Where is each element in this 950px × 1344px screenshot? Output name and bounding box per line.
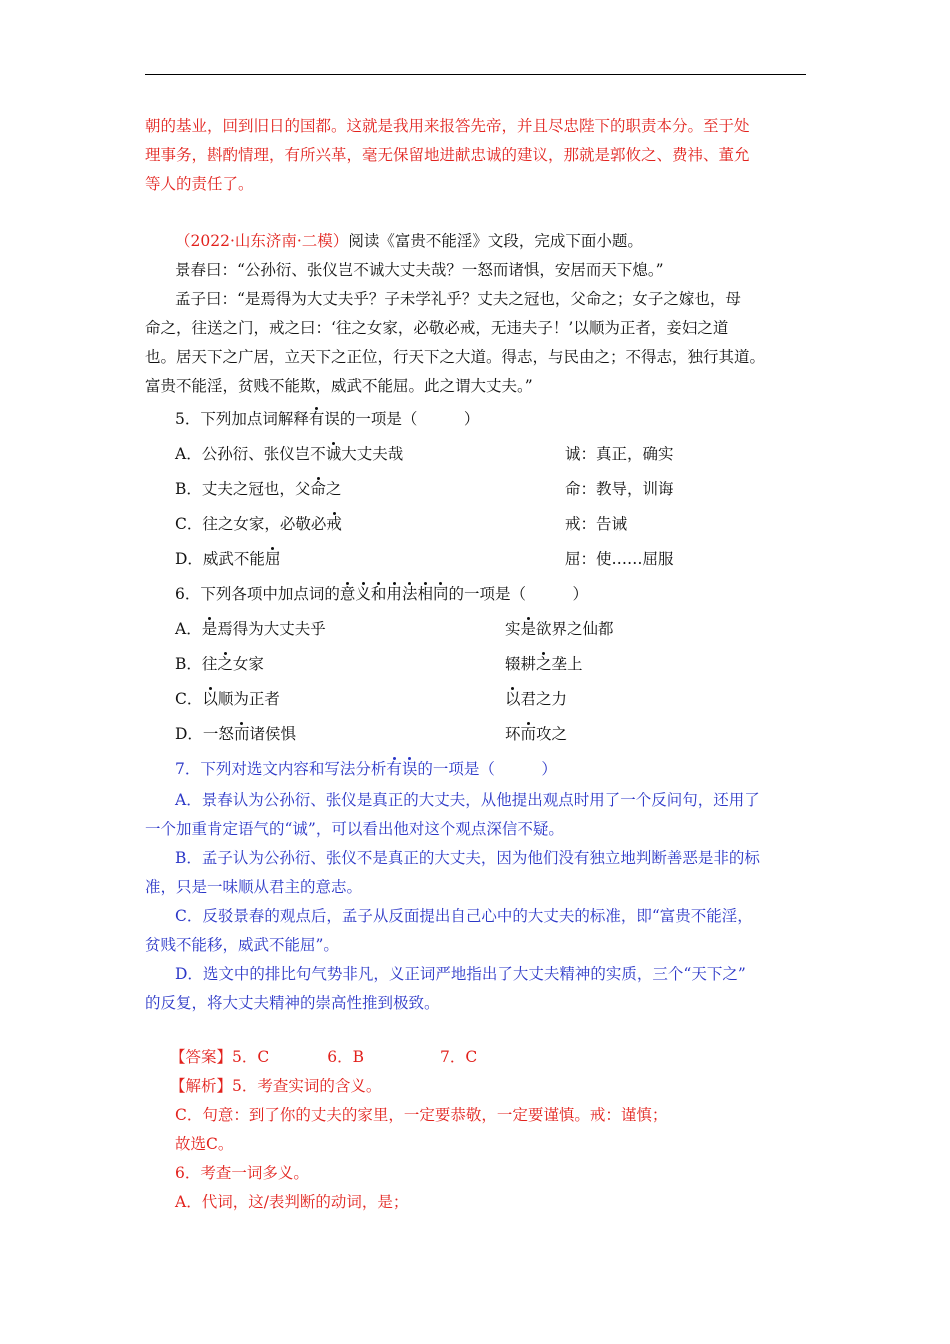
q7-option-d-line-1: D．选文中的排比句气势非凡，义正词严地指出了大丈夫精神的实质，三个“天下之” xyxy=(175,965,746,983)
emphasis-dot: 是 xyxy=(201,620,218,638)
question-intro xyxy=(175,227,643,256)
emphasis-dots xyxy=(386,760,417,778)
continuation-line-1: 朝的基业，回到旧日的国都。这就是我用来报答先帝，并且尽忠陛下的职责本分。至于处 xyxy=(145,117,750,135)
emphasis-dot: 以 xyxy=(505,690,521,708)
emphasis-dot-char: 义 xyxy=(355,585,371,603)
emphasis-dot: 而 xyxy=(233,725,250,743)
q7-option-b-line-1: B．孟子认为公孙衍、张仪不是真正的大丈夫，因为他们没有独立地判断善恶是非的标 xyxy=(175,849,760,867)
emphasis-dots xyxy=(340,585,449,603)
q5-option-c-gloss: 戒：告诫 xyxy=(565,515,628,533)
emphasis-dot-char: 用 xyxy=(386,585,402,603)
q6-option-b-left: B．往之女家 xyxy=(175,655,264,673)
q7-stem: 7．下列对选文内容和写法分析有误的一项是（ ） xyxy=(175,760,557,778)
emphasis-dot: 之 xyxy=(536,655,552,673)
q6-option-d-right: 环而攻之 xyxy=(505,725,568,743)
emphasis-dot: 命 xyxy=(310,480,326,498)
answer-7: 7．C xyxy=(440,1048,478,1066)
passage-line-4: 也。居天下之广居，立天下之正位，行天下之大道。得志，与民由之；不得志，独行其道。 xyxy=(145,348,766,366)
q5-option-a: A．公孙衍、张仪岂不诚大丈夫哉 xyxy=(175,445,404,463)
q5-option-a-gloss: 诚：真正，确实 xyxy=(565,445,674,463)
q7-option-a-line-2: 一个加重肯定语气的“诚”，可以看出他对这个观点深信不疑。 xyxy=(145,820,564,838)
q5-stem: 5．下列加点词解释有误的一项是（ ） xyxy=(175,410,480,428)
passage-line-5: 富贵不能淫，贫贱不能欺，威武不能屈。此之谓大丈夫。” xyxy=(145,377,533,395)
analysis-label: 【解析】 xyxy=(170,1077,233,1095)
passage-line-3: 命之，往送之门，戒之曰：‘往之女家，必敬必戒，无违夫子！’以顺为正者，妾妇之道 xyxy=(145,319,729,337)
emphasis-dot: 以 xyxy=(202,690,218,708)
emphasis-dot: 之 xyxy=(217,655,233,673)
emphasis-dot-char: 意 xyxy=(339,585,356,603)
continuation-line-2: 理事务，斟酌情理，有所兴革，毫无保留地进献忠诚的建议，那就是郭攸之、费祎、董允 xyxy=(145,146,750,164)
answer-line xyxy=(170,1043,477,1072)
answer-label: 【答案】 xyxy=(170,1048,233,1066)
q6-option-a-right: 实是欲界之仙都 xyxy=(505,620,614,638)
q5-option-c: C．往之女家，必敬必戒 xyxy=(175,515,342,533)
answer-6: 6．B xyxy=(327,1048,365,1066)
q7-option-b-line-2: 准，只是一味顺从君主的意志。 xyxy=(145,878,363,896)
q6-option-a-left: A．是焉得为大丈夫乎 xyxy=(175,620,326,638)
q5-option-d-gloss: 屈：使……屈服 xyxy=(565,550,674,568)
emphasis-dot-char: 法 xyxy=(401,585,418,603)
header-rule xyxy=(145,74,806,75)
emphasis-dot: 是 xyxy=(520,620,537,638)
analysis-line-5: A．代词，这/表判断的动词，是； xyxy=(175,1193,409,1211)
question-intro-text: 阅读《富贵不能淫》文段，完成下面小题。 xyxy=(348,232,643,250)
emphasis-dot: 戒 xyxy=(326,515,342,533)
emphasis-dot: 而 xyxy=(520,725,537,743)
emphasis-dot: 有 xyxy=(308,410,325,428)
emphasis-dot-char: 误 xyxy=(401,760,418,778)
emphasis-dot: 诚 xyxy=(325,445,342,463)
question-source: （2022·山东济南·二模） xyxy=(175,232,349,250)
analysis-line-1: 【解析】5．考查实词的含义。 xyxy=(170,1077,382,1095)
passage-line-1: 景春曰：“公孙衍、张仪岂不诚大丈夫哉？一怒而诸惧，安居而天下熄。” xyxy=(175,261,664,279)
q7-option-a-line-1: A．景春认为公孙衍、张仪是真正的大丈夫，从他提出观点时用了一个反问句，还用了 xyxy=(175,791,760,809)
emphasis-dot-char: 和 xyxy=(370,585,387,603)
emphasis-dot-char: 同 xyxy=(432,585,449,603)
q6-option-d-left: D．一怒而诸侯惧 xyxy=(175,725,296,743)
q7-option-c-line-2: 贫贱不能移，威武不能屈”。 xyxy=(145,936,339,954)
q6-option-b-right: 辍耕之垄上 xyxy=(505,655,583,673)
answer-5: 5．C xyxy=(232,1048,270,1066)
q6-option-c-left: C．以顺为正者 xyxy=(175,690,280,708)
analysis-line-3: 故选C。 xyxy=(175,1135,234,1153)
q5-option-b: B．丈夫之冠也，父命之 xyxy=(175,480,342,498)
continuation-line-3: 等人的责任了。 xyxy=(145,175,254,193)
q6-stem: 6．下列各项中加点词的意义和用法相同的一项是（ ） xyxy=(175,585,588,603)
q7-option-d-line-2: 的反复，将大丈夫精神的崇高性推到极致。 xyxy=(145,994,440,1012)
emphasis-dot: 屈 xyxy=(264,550,281,568)
q5-option-b-gloss: 命：教导，训诲 xyxy=(565,480,674,498)
emphasis-dot-char: 相 xyxy=(417,585,433,603)
q6-option-c-right: 以君之力 xyxy=(505,690,568,708)
q7-option-c-line-1: C．反驳景春的观点后，孟子从反面提出自己心中的大丈夫的标准，即“富贵不能淫， xyxy=(175,907,753,925)
emphasis-dot-char: 有 xyxy=(386,760,402,778)
q5-option-d: D．威武不能屈 xyxy=(175,550,281,568)
passage-line-2: 孟子曰：“是焉得为大丈夫乎？子未学礼乎？丈夫之冠也，父命之；女子之嫁也，母 xyxy=(175,290,741,308)
analysis-line-4: 6．考查一词多义。 xyxy=(175,1164,309,1182)
analysis-line-2: C．句意：到了你的丈夫的家里，一定要恭敬，一定要谨慎。戒：谨慎； xyxy=(175,1106,668,1124)
